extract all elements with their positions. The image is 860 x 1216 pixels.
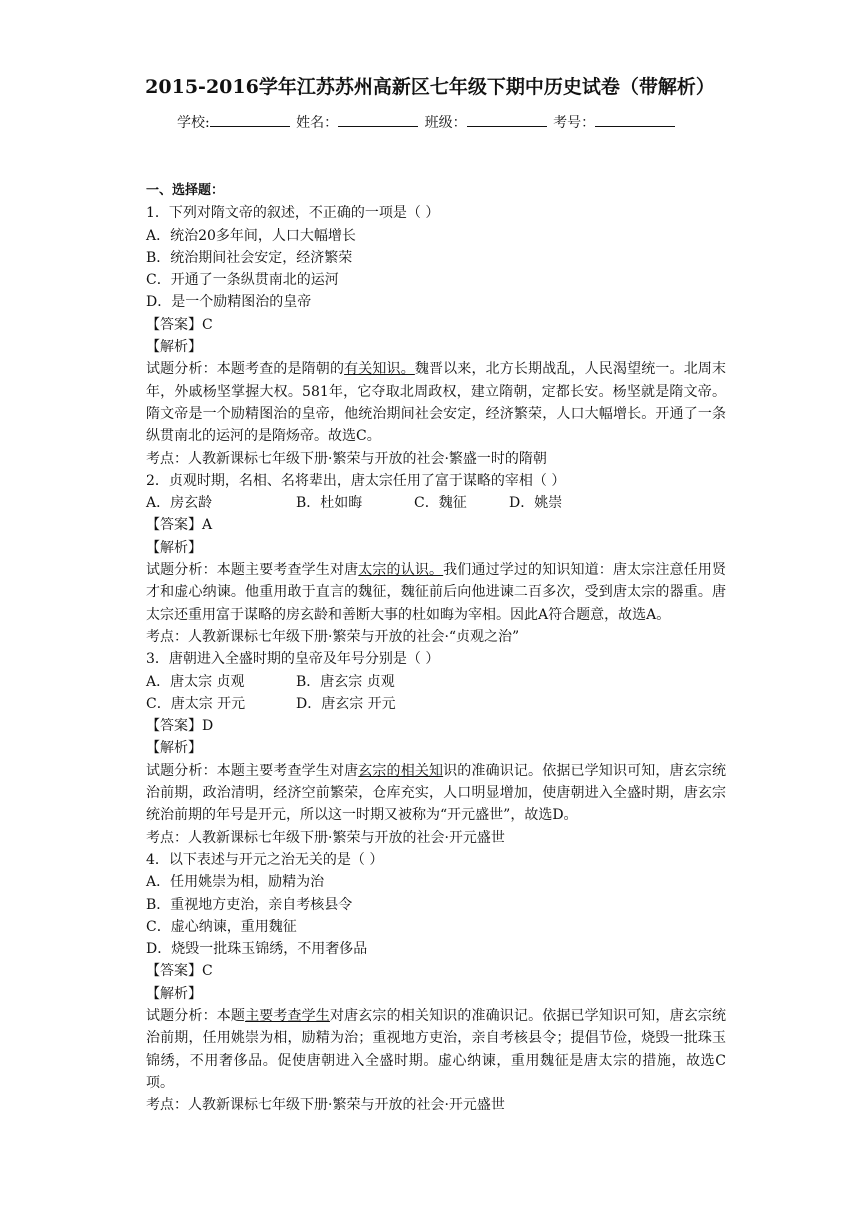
option-c: C．开通了一条纵贯南北的运河 — [146, 272, 339, 289]
analysis-text-start: 试题分析：本题考查的是隋朝的 — [146, 361, 345, 378]
option-c: C．唐太宗 开元 — [146, 695, 246, 712]
answer: 【答案】C — [146, 963, 213, 980]
knowledge-point: 考点：人教新课标七年级下册·繁荣与开放的社会·开元盛世 — [146, 1097, 505, 1114]
options-row — [146, 492, 726, 514]
analysis-text-rest: 魏晋以来，北方长期战乱，人民渴望统一。北周末年，外戚杨坚掌握大权。581年，它夺取北周政权，建立隋朝，定都长安。杨坚就是隋文帝。隋文帝是一个励精图治的皇帝，他统治期间社会安定，经济繁荣，人口大幅增长。开通了一条纵贯南北的运河的是隋炀帝。故选C。 — [146, 361, 727, 445]
exam-content — [146, 180, 726, 1116]
option-d: D．烧毁一批珠玉锦绣，不用奢侈品 — [146, 941, 368, 958]
answer: 【答案】D — [146, 718, 214, 735]
option-b: B．杜如晦 — [296, 495, 363, 512]
option-a: A．唐太宗 贞观 — [146, 673, 245, 690]
section-heading: 一、选择题： — [146, 183, 225, 198]
option-d: D．唐玄宗 开元 — [296, 695, 396, 712]
option-d: D．是一个励精图治的皇帝 — [146, 294, 312, 311]
analysis-text — [146, 760, 726, 827]
analysis-underlined: 太宗的认识。 — [358, 562, 444, 579]
question-stem: 2．贞观时期，名相、名将辈出，唐太宗任用了富于谋略的宰相（ ） — [146, 472, 566, 489]
analysis-text — [146, 1005, 726, 1094]
option-a: A．统治20多年间，人口大幅增长 — [146, 227, 356, 244]
knowledge-point: 考点：人教新课标七年级下册·繁荣与开放的社会·“贞观之治” — [146, 628, 520, 645]
option-c: C．魏征 — [414, 495, 467, 512]
question-stem: 1．下列对隋文帝的叙述，不正确的一项是（ ） — [146, 205, 440, 222]
analysis-label: 【解析】 — [146, 339, 202, 356]
analysis-underlined: 有关知识。 — [344, 361, 415, 378]
exam-number-blank[interactable] — [595, 112, 675, 127]
options-row — [146, 671, 726, 693]
question-stem: 4．以下表述与开元之治无关的是（ ） — [146, 851, 384, 868]
name-blank[interactable] — [338, 112, 418, 127]
class-label: 班级： — [424, 115, 467, 131]
school-blank[interactable] — [210, 112, 290, 127]
option-a: A．房玄龄 — [146, 495, 213, 512]
question-stem: 3．唐朝进入全盛时期的皇帝及年号分别是（ ） — [146, 651, 440, 668]
question-2 — [146, 470, 726, 648]
option-b: B．唐玄宗 贞观 — [296, 673, 395, 690]
options-row — [146, 693, 726, 715]
analysis-label: 【解析】 — [146, 985, 202, 1002]
option-a: A．任用姚崇为相，励精为治 — [146, 874, 325, 891]
school-label: 学校: — [177, 115, 210, 131]
knowledge-point: 考点：人教新课标七年级下册·繁荣与开放的社会·繁盛一时的隋朝 — [146, 450, 547, 467]
question-1 — [146, 202, 726, 470]
name-label: 姓名： — [296, 115, 339, 131]
option-b: B．统治期间社会安定，经济繁荣 — [146, 249, 353, 266]
analysis-text — [146, 559, 726, 626]
question-3 — [146, 648, 726, 849]
class-blank[interactable] — [467, 112, 547, 127]
analysis-underlined: 主要考查学生 — [245, 1007, 330, 1024]
analysis-text-start: 试题分析：本题主要考查学生对唐 — [146, 562, 359, 579]
analysis-text-rest: 对唐玄宗的相关知识的准确识记。依据已学知识可知，唐玄宗统治前期，任用姚崇为相，励精为治；重视地方吏治，亲自考核县令；提倡节俭，烧毁一批珠玉锦绣，不用奢侈品。促使唐朝进入全盛时期。虚心纳谏，重用魏征是唐太宗的措施，故选C项。 — [146, 1007, 727, 1091]
exam-number-label: 考号： — [553, 115, 596, 131]
analysis-label: 【解析】 — [146, 539, 202, 556]
analysis-text-rest: 我们通过学过的知识知道：唐太宗注意任用贤才和虚心纳谏。他重用敢于直言的魏征，魏征前后向他进谏二百多次，受到唐太宗的器重。唐太宗还重用富于谋略的房玄龄和善断大事的杜如晦为宰相。因此A符合题意，故选A。 — [146, 562, 727, 623]
analysis-text-start: 试题分析：本题主要考查学生对唐 — [146, 762, 359, 779]
option-c: C．虚心纳谏，重用魏征 — [146, 918, 297, 935]
analysis-text-rest: 识的准确识记。依据已学知识可知，唐玄宗统治前期，政治清明，经济空前繁荣，仓库充实，人口明显增加，使唐朝进入全盛时期，唐玄宗统治前期的年号是开元，所以这一时期又被称为“开元盛世”，故选D。 — [146, 762, 727, 824]
document-title: 2015-2016学年江苏苏州高新区七年级下期中历史试卷（带解析） — [145, 76, 715, 98]
analysis-underlined: 玄宗的相关知 — [358, 762, 444, 779]
student-info-line — [177, 112, 677, 134]
question-4 — [146, 849, 726, 1117]
option-d: D．姚崇 — [509, 495, 563, 512]
knowledge-point: 考点：人教新课标七年级下册·繁荣与开放的社会·开元盛世 — [146, 829, 505, 846]
analysis-text-start: 试题分析：本题 — [146, 1007, 246, 1024]
answer: 【答案】A — [146, 517, 213, 534]
answer: 【答案】C — [146, 316, 213, 333]
analysis-label: 【解析】 — [146, 740, 202, 757]
analysis-text — [146, 358, 726, 447]
option-b: B．重视地方吏治，亲自考核县令 — [146, 896, 353, 913]
